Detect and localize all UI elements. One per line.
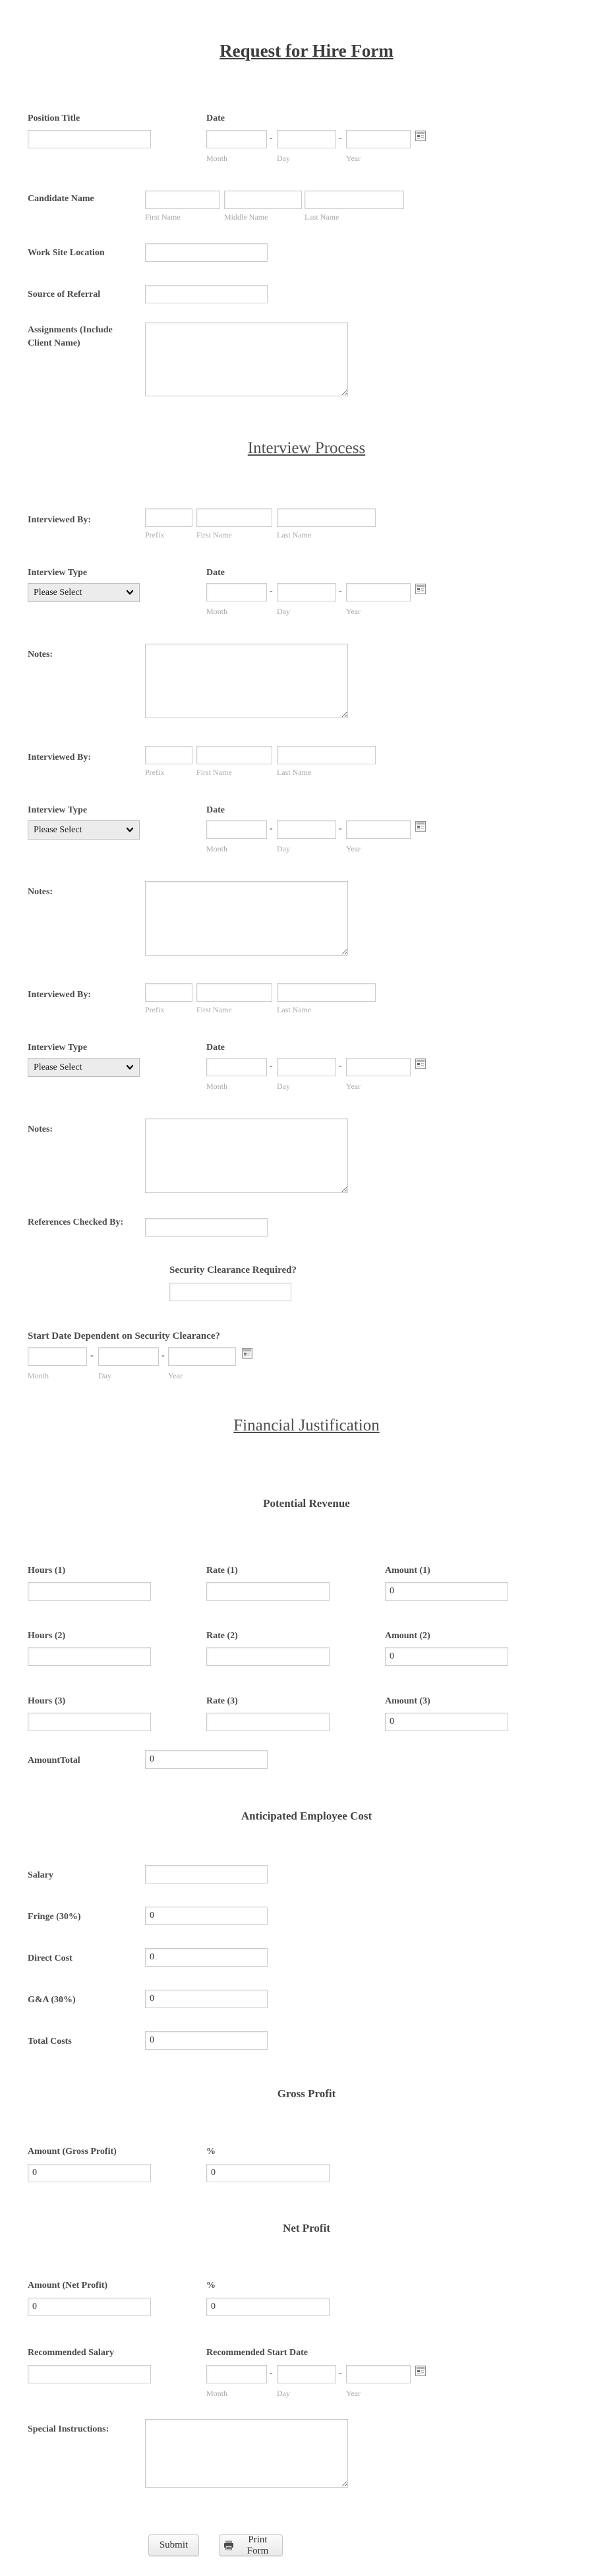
dependent-date-year-input[interactable] <box>168 1347 236 1366</box>
year-sublabel: Year <box>168 1371 183 1380</box>
hire-date-label: Date <box>206 113 225 123</box>
amount-3-input[interactable] <box>385 1713 508 1731</box>
day-sublabel: Day <box>277 1082 290 1091</box>
date-separator: - <box>270 2368 273 2378</box>
direct-cost-input[interactable] <box>145 1948 268 1967</box>
gross-percent-label: % <box>206 2147 216 2157</box>
hours-1-label: Hours (1) <box>28 1566 66 1576</box>
referral-label: Source of Referral <box>28 290 101 299</box>
prefix-sublabel: Prefix <box>145 768 165 777</box>
month-sublabel: Month <box>206 2389 228 2398</box>
special-instructions-textarea[interactable] <box>145 2419 348 2488</box>
interview-type-label-1: Interview Type <box>28 568 88 578</box>
interview-date-day-input-2[interactable] <box>277 820 336 839</box>
year-sublabel: Year <box>346 607 361 616</box>
interviewed-by-label-2: Interviewed By: <box>28 752 92 762</box>
print-form-button[interactable] <box>219 2534 283 2556</box>
interview-type-select-1[interactable] <box>28 583 140 602</box>
hire-date-year-input[interactable] <box>346 130 411 148</box>
first-name-sublabel: First Name <box>145 212 181 222</box>
salary-label: Salary <box>28 1870 53 1880</box>
notes-textarea-2[interactable] <box>145 881 348 956</box>
hours-1-input[interactable] <box>28 1582 151 1601</box>
interviewed-by-label-3: Interviewed By: <box>28 990 92 1000</box>
page-title: Request for Hire Form <box>219 41 394 61</box>
interview-type-label-2: Interview Type <box>28 805 88 815</box>
interviewer-first-name-input-3[interactable] <box>196 983 272 1002</box>
recommended-start-month-input[interactable] <box>206 2365 267 2383</box>
submit-button[interactable]: Submit <box>148 2534 199 2556</box>
calendar-icon[interactable] <box>415 821 426 832</box>
notes-textarea-1[interactable] <box>145 644 348 718</box>
interview-type-select-2[interactable] <box>28 820 140 840</box>
last-name-sublabel: Last Name <box>277 1005 312 1014</box>
interview-date-day-input-1[interactable] <box>277 583 336 601</box>
calendar-icon[interactable] <box>415 584 426 594</box>
net-amount-input[interactable] <box>28 2298 151 2316</box>
date-separator: - <box>270 1061 273 1071</box>
salary-input[interactable] <box>145 1865 268 1884</box>
first-name-sublabel: First Name <box>196 768 232 777</box>
position-title-label: Position Title <box>28 113 80 123</box>
calendar-icon[interactable] <box>415 131 426 141</box>
day-sublabel: Day <box>277 2389 290 2398</box>
security-clearance-input[interactable] <box>169 1283 291 1301</box>
month-sublabel: Month <box>206 844 228 853</box>
interview-date-label-2: Date <box>206 805 225 815</box>
hire-date-month-input[interactable] <box>206 130 267 148</box>
work-site-label: Work Site Location <box>28 248 105 258</box>
potential-revenue-heading: Potential Revenue <box>263 1497 350 1510</box>
year-sublabel: Year <box>346 2389 361 2398</box>
recommended-start-day-input[interactable] <box>277 2365 336 2383</box>
interview-date-month-input-2[interactable] <box>206 820 267 839</box>
month-sublabel: Month <box>206 607 228 616</box>
day-sublabel: Day <box>277 154 290 163</box>
net-profit-heading: Net Profit <box>283 2222 330 2234</box>
candidate-middle-name-input[interactable] <box>224 191 302 209</box>
calendar-icon[interactable] <box>242 1348 252 1359</box>
print-form-label: Print Form <box>247 2534 269 2556</box>
work-site-input[interactable] <box>145 243 268 262</box>
recommended-salary-input[interactable] <box>28 2365 151 2383</box>
month-sublabel: Month <box>28 1371 49 1380</box>
rate-3-input[interactable] <box>206 1713 330 1731</box>
date-separator: - <box>270 824 273 834</box>
amount-2-input[interactable] <box>385 1647 508 1666</box>
hours-2-input[interactable] <box>28 1647 151 1666</box>
rate-2-input[interactable] <box>206 1647 330 1666</box>
last-name-sublabel: Last Name <box>277 768 312 777</box>
interviewer-first-name-input-1[interactable] <box>196 508 272 527</box>
date-separator: - <box>270 133 273 143</box>
year-sublabel: Year <box>346 844 361 853</box>
assignments-label: Assignments (Include Client Name) <box>28 325 113 349</box>
interviewed-by-label-1: Interviewed By: <box>28 515 92 525</box>
interview-date-month-input-3[interactable] <box>206 1058 267 1076</box>
interviewer-last-name-input-1[interactable] <box>277 508 376 527</box>
gross-amount-input[interactable] <box>28 2164 151 2182</box>
gross-percent-input[interactable] <box>206 2164 330 2182</box>
month-sublabel: Month <box>206 154 228 163</box>
special-instructions-label: Special Instructions: <box>28 2424 109 2434</box>
notes-label-3: Notes: <box>28 1124 53 1134</box>
first-name-sublabel: First Name <box>196 1005 232 1014</box>
last-name-sublabel: Last Name <box>277 530 312 539</box>
day-sublabel: Day <box>98 1371 111 1380</box>
candidate-name-label: Candidate Name <box>28 194 94 204</box>
amount-total-input[interactable] <box>145 1750 268 1769</box>
date-separator: - <box>161 1351 165 1361</box>
direct-cost-label: Direct Cost <box>28 1953 73 1963</box>
gross-profit-heading: Gross Profit <box>277 2087 336 2100</box>
notes-label-1: Notes: <box>28 650 53 659</box>
calendar-icon[interactable] <box>415 1058 426 1069</box>
hours-3-label: Hours (3) <box>28 1696 66 1706</box>
recommended-start-year-input[interactable] <box>346 2365 411 2383</box>
interviewer-prefix-input-1[interactable] <box>145 508 192 527</box>
candidate-first-name-input[interactable] <box>145 191 220 209</box>
month-sublabel: Month <box>206 1082 228 1091</box>
fringe-label: Fringe (30%) <box>28 1912 81 1922</box>
gross-amount-label: Amount (Gross Profit) <box>28 2147 117 2157</box>
amount-total-label: AmountTotal <box>28 1756 80 1765</box>
interview-date-year-input-2[interactable] <box>346 820 411 839</box>
references-checked-label: References Checked By: <box>28 1217 124 1227</box>
rate-2-label: Rate (2) <box>206 1631 238 1641</box>
middle-name-sublabel: Middle Name <box>224 212 268 222</box>
interviewer-last-name-input-3[interactable] <box>277 983 376 1002</box>
security-clearance-label: Security Clearance Required? <box>169 1265 297 1275</box>
net-percent-input[interactable] <box>206 2298 330 2316</box>
interview-date-label-3: Date <box>206 1043 225 1053</box>
assignments-textarea[interactable] <box>145 322 348 396</box>
ga-input[interactable] <box>145 1990 268 2008</box>
interview-type-label-3: Interview Type <box>28 1043 88 1053</box>
last-name-sublabel: Last Name <box>305 212 339 222</box>
interviewer-prefix-input-2[interactable] <box>145 746 192 764</box>
amount-2-label: Amount (2) <box>385 1631 430 1641</box>
rate-3-label: Rate (3) <box>206 1696 238 1706</box>
date-separator: - <box>339 1061 342 1071</box>
interviewer-prefix-input-3[interactable] <box>145 983 192 1002</box>
interviewer-last-name-input-2[interactable] <box>277 746 376 764</box>
interview-date-year-input-1[interactable] <box>346 583 411 601</box>
total-costs-input[interactable] <box>145 2031 268 2050</box>
day-sublabel: Day <box>277 844 290 853</box>
fringe-input[interactable] <box>145 1907 268 1925</box>
date-separator: - <box>90 1351 94 1361</box>
amount-1-input[interactable] <box>385 1582 508 1601</box>
day-sublabel: Day <box>277 607 290 616</box>
date-separator: - <box>339 824 342 834</box>
recommended-salary-label: Recommended Salary <box>28 2348 115 2358</box>
financial-justification-heading: Financial Justification <box>233 1417 380 1434</box>
net-percent-label: % <box>206 2281 216 2290</box>
net-amount-label: Amount (Net Profit) <box>28 2281 108 2290</box>
employee-cost-heading: Anticipated Employee Cost <box>241 1810 372 1822</box>
referral-input[interactable] <box>145 285 268 303</box>
interview-date-day-input-3[interactable] <box>277 1058 336 1076</box>
first-name-sublabel: First Name <box>196 530 232 539</box>
total-costs-label: Total Costs <box>28 2037 72 2046</box>
date-separator: - <box>339 586 342 596</box>
rate-1-input[interactable] <box>206 1582 330 1601</box>
ga-label: G&A (30%) <box>28 1995 76 2005</box>
notes-textarea-3[interactable] <box>145 1119 348 1193</box>
amount-3-label: Amount (3) <box>385 1696 430 1706</box>
date-separator: - <box>339 2368 342 2378</box>
hours-2-label: Hours (2) <box>28 1631 66 1641</box>
dependent-date-day-input[interactable] <box>98 1347 159 1366</box>
notes-label-2: Notes: <box>28 887 53 897</box>
interview-date-month-input-1[interactable] <box>206 583 267 601</box>
year-sublabel: Year <box>346 1082 361 1091</box>
interview-type-select-3[interactable] <box>28 1058 140 1077</box>
date-separator: - <box>270 586 273 596</box>
prefix-sublabel: Prefix <box>145 1005 165 1014</box>
interview-process-heading: Interview Process <box>247 439 366 457</box>
hire-date-day-input[interactable] <box>277 130 336 148</box>
candidate-last-name-input[interactable] <box>305 191 404 209</box>
interviewer-first-name-input-2[interactable] <box>196 746 272 764</box>
printer-icon <box>223 2540 234 2550</box>
calendar-icon[interactable] <box>415 2366 426 2376</box>
prefix-sublabel: Prefix <box>145 530 165 539</box>
year-sublabel: Year <box>346 154 361 163</box>
interview-date-label-1: Date <box>206 568 225 578</box>
references-checked-input[interactable] <box>145 1218 268 1237</box>
start-date-dependent-label: Start Date Dependent on Security Clearance? <box>28 1331 221 1341</box>
date-separator: - <box>339 133 342 143</box>
interview-date-year-input-3[interactable] <box>346 1058 411 1076</box>
recommended-start-label: Recommended Start Date <box>206 2348 308 2358</box>
rate-1-label: Rate (1) <box>206 1566 238 1576</box>
amount-1-label: Amount (1) <box>385 1566 430 1576</box>
hours-3-input[interactable] <box>28 1713 151 1731</box>
dependent-date-month-input[interactable] <box>28 1347 87 1366</box>
position-title-input[interactable] <box>28 130 151 148</box>
